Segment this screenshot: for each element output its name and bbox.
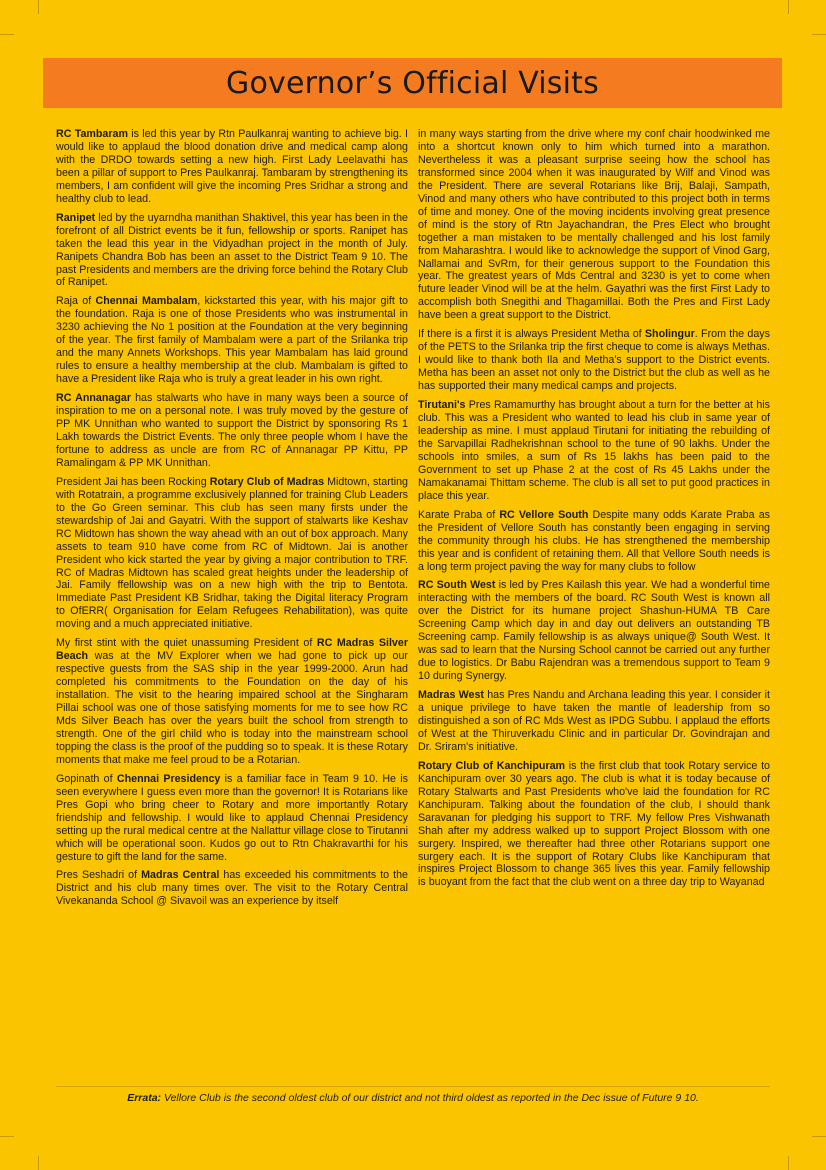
paragraph-lead: President Jai has been Rocking — [56, 475, 210, 488]
crop-mark — [812, 34, 826, 35]
article-paragraph — [56, 869, 408, 908]
article-paragraph — [418, 579, 770, 683]
paragraph-lead: Gopinath of — [56, 772, 117, 785]
article-paragraph — [418, 689, 770, 754]
paragraph-text: has Pres Nandu and Archana leading this year. I consider it a unique privilege to have taken the mantle of leadership from so distinguished a son of RC Mds West as IPDG Subbu. I applaud the efforts of West at the Thiruverkadu Clinic and in particular Dr. Govindrajan and Dr. Sriram's initiative. — [418, 689, 771, 753]
page-title: Governor’s Official Visits — [226, 65, 599, 101]
club-name: Madras West — [418, 689, 484, 702]
club-name: Rotary Club of Madras — [209, 475, 325, 488]
club-name: Tirutani's — [418, 399, 466, 412]
paragraph-lead: If there is a first it is always President Metha of — [418, 328, 645, 341]
footer-divider — [56, 1086, 770, 1087]
club-name: RC Tambaram — [56, 128, 128, 140]
crop-mark — [788, 1156, 789, 1170]
club-name: Rotary Club of Kanchipuram — [418, 759, 566, 772]
paragraph-lead: My first stint with the quiet unassuming President of — [56, 637, 317, 650]
right-column — [418, 128, 770, 895]
errata-label: Errata: — [127, 1092, 162, 1104]
paragraph-text: . From the days of the PETS to the Srilanka trip the first cheque to come is always Methas. I would like to thank both Ila and Metha's support to the District events. Metha has been an asset not only to the District but the club as well as he has supported their many medical camps and projects. — [418, 328, 770, 393]
club-name: RC Madras Silver Beach — [56, 637, 408, 663]
paragraph-text: in many ways starting from the drive where my conf chair hoodwinked me into a shortcut known only to him which turned into a marathon. Nevertheless it was a pleasant surprise seeing how the school has transformed since 2004 when it was inaugurated by Wilf and Vinod was the President. There are several Rotarians like Brij, Balaji, Sampath, Vinod and many others who have contributed to this project both in terms of time and money. One of the moving incidents involving great presence of mind is the story of Rtn Jayachandran, the Pres Elect who brought together a man mistaken to be mentally challenged and his lost family from Maharashtra. I would like to acknowledge the support of Vinod Garg, Nallamai and SvRm, for their generous support to the Foundation this year. The greatest years of Mds Central and 3230 is yet to come when future leader Vinod will be at the helm. Gayathri was the first First Lady to accomplish both Snegithi and Thagamillai. Both the Pres and First Lady have been a great support to the District. — [418, 128, 770, 322]
paragraph-text: Midtown, starting with Rotatrain, a programme exclusively planned for training Club Leaders to the Go Green seminar. This club has seen many firsts under the stewardship of Jai and Gayatri. With the support of stalwarts like Keshav RC Midtown has shown the way ahead with an out of box approach. Many assets to team 910 have come from RC of Midtown. Jai is another President who kick started the year by giving a major contribution to TRF. RC of Madras Midtown has scaled great heights under the leadership of Jai. Family ffellowship was on a new high with the trip to Bentota. Immediate Past President KB Sridhar, taking the Digital literacy Program to OfERR( Organisation for Eelam Refugees Rehabilitation), was quite moving and a much appreciated initiative. — [56, 475, 408, 631]
club-name: Sholingur — [644, 328, 695, 341]
article-paragraph — [56, 392, 408, 470]
paragraph-lead: Raja of — [56, 295, 96, 308]
club-name: RC Annanagar — [56, 392, 131, 405]
paragraph-text: Despite many odds Karate Praba as the President of Vellore South has constantly been engaging in serving the community through his clubs. He has strengthened the membership this year and is confident of retaining them. All that Vellore South needs is a long term project paving the way for many clubs to follow — [418, 508, 770, 573]
crop-mark — [788, 0, 789, 14]
club-name: RC South West — [418, 579, 496, 592]
title-banner — [43, 58, 782, 108]
article-paragraph — [418, 399, 770, 503]
article-paragraph — [418, 760, 770, 890]
paragraph-lead: Karate Praba of — [418, 508, 500, 521]
article-paragraph — [56, 476, 408, 631]
article-paragraph — [418, 509, 770, 574]
paragraph-lead: Pres Seshadri of — [56, 869, 142, 882]
crop-mark — [0, 1136, 14, 1137]
article-paragraph — [56, 773, 408, 864]
article-paragraph — [56, 128, 408, 206]
club-name: Madras Central — [141, 869, 220, 882]
article-paragraph — [418, 128, 770, 322]
crop-mark — [38, 1156, 39, 1170]
article-paragraph — [418, 328, 770, 393]
paragraph-text: has exceeded his commitments to the District and his club many times over. The visit to the Rotary Central Vivekananda School @ Sivavoil was an experience by itself — [56, 869, 408, 908]
crop-mark — [0, 34, 14, 35]
club-name: Chennai Presidency — [116, 772, 221, 785]
article-paragraph — [56, 295, 408, 386]
crop-mark — [812, 1136, 826, 1137]
paragraph-text: was at the MV Explorer when we had gone to pick up our respective guests from the SAS ship in the year 1999-2000. Arun had completed his commitments to the Foundation on the day of his installation. The visit to the hearing impaired school at the Singharam Pillai school was one of those satisfying moments for me to see how RC Mds Silver Beach has over the years built the school from strength to strength. One of the girl child who is today into the mainstream school topping the class is the proof of the pudding so to speak. It is these Rotary moments that make me feel proud to be a Rotarian. — [56, 650, 408, 766]
club-name: RC Vellore South — [499, 508, 589, 521]
paragraph-text: led by the uyarndha manithan Shaktivel, this year has been in the forefront of all District events be it fun, fellowship or sports. Ranipet has taken the lead this year in the Vidyadhan project in the month of July. Ranipets Chandra Bob has been an asset to the District Team 9 10. The past Presidents and members are the driving force behind the Rotary Club of Ranipet. — [56, 211, 408, 289]
paragraph-text: is led by Pres Kailash this year. We had a wonderful time interacting with the members of the board. RC South West is known all over the District for its humane project Shashun-HUMA TB Care Screening Camp which day in and day out delivers an outstanding TB Screening camp. Family fellowship is as always unique@ South West. It was sad to learn that the Nursing School cannot be carried out any further due to logistics. Dr Babu Rajendran was a tremendous support to Team 9 10 during Synergy. — [418, 579, 770, 683]
errata-note — [56, 1092, 770, 1104]
club-name: Chennai Mambalam — [95, 295, 198, 308]
article-paragraph — [56, 212, 408, 290]
paragraph-text: , kickstarted this year, with his major gift to the foundation. Raja is one of those Presidents who was instrumental in 3230 achieving the No 1 position at the Foundation at the very beginning of the year. The first family of Mambalam were a part of the Srilanka trip and the many Annets Workshops. This year Mambalam has laid ground rules to ensure a healthy membership at the club. Mambalam is gifted to have a President like Raja who is truly a great leader in his own right. — [56, 295, 408, 386]
crop-mark — [38, 0, 39, 14]
paragraph-text: Pres Ramamurthy has brought about a turn for the better at his club. This was a President who wanted to lead his club in same year of leadership as mine. I must applaud Tirutani for initiating the rebuilding of the Sarvapillai Radhekrishnan school to the tune of 90 lakhs. Under the schools into smiles, a sum of Rs 15 lakhs has been paid to the Government to set up Phase 2 at the cost of Rs 45 Lakhs under the Namakanamai Thittam scheme. The club is all set to put good practices in place this year. — [418, 399, 770, 502]
paragraph-text: is the first club that took Rotary service to Kanchipuram over 30 years ago. The club is what it is today because of Rotary Stalwarts and Past Presidents who've laid the foundation for RC Kanchipuram. Talking about the foundation of the club, I should thank Saravanan for pledging his support to TRF. My fellow Pres Vishwanath Shah after my address walked up to support Project Blossom with one surgery. Inspired, we thereafter had three other Rotarians support one surgery each. It is the support of Rotary Clubs like Kanchipuram that inspires Project Blossom to change 365 lives this year. Family fellowship is buoyant from the fact that the club went on a three day trip to Wayanad — [418, 759, 770, 889]
paragraph-text: is a familiar face in Team 9 10. He is seen everywhere I guess even more than the governor! It is Rotarians like Pres Gopi who bring cheer to Rotary and more importantly Rotary friendship and fellowship. I would like to applaud Chennai Presidency setting up the rural medical centre at the Nallattur village close to Tirutanni which will be operational soon. Kudos go out to Rtn Chakravarthi for his gesture to gift the land for the same. — [56, 772, 408, 863]
left-column — [56, 128, 408, 914]
article-paragraph — [56, 637, 408, 767]
paragraph-text: is led this year by Rtn Paulkanraj wanting to achieve big. I would like to applaud the blood donation drive and medical camp along with the DRDO towards setting a new high. First Lady Leelavathi has been a pillar of support to Pres Paulkanraj. Tambaram by strengthening its members, I am confident will give the incoming Pres Sridhar a strong and healthy club to lead. — [56, 128, 408, 205]
paragraph-text: has stalwarts who have in many ways been a source of inspiration to me on a personal note. I was truly moved by the gesture of PP MK Unnithan who wanted to support the District by sponsoring Rs 1 Lakh towards the District Events. The only three people whom I have the fortune to address as uncle are from RC of Annanagar PP Kittu, PP Ramalingam & PP MK Unnithan. — [56, 392, 408, 469]
club-name: Ranipet — [56, 211, 96, 224]
errata-text: Vellore Club is the second oldest club of our district and not third oldest as reported in the Dec issue of Future 9 10. — [161, 1092, 699, 1104]
